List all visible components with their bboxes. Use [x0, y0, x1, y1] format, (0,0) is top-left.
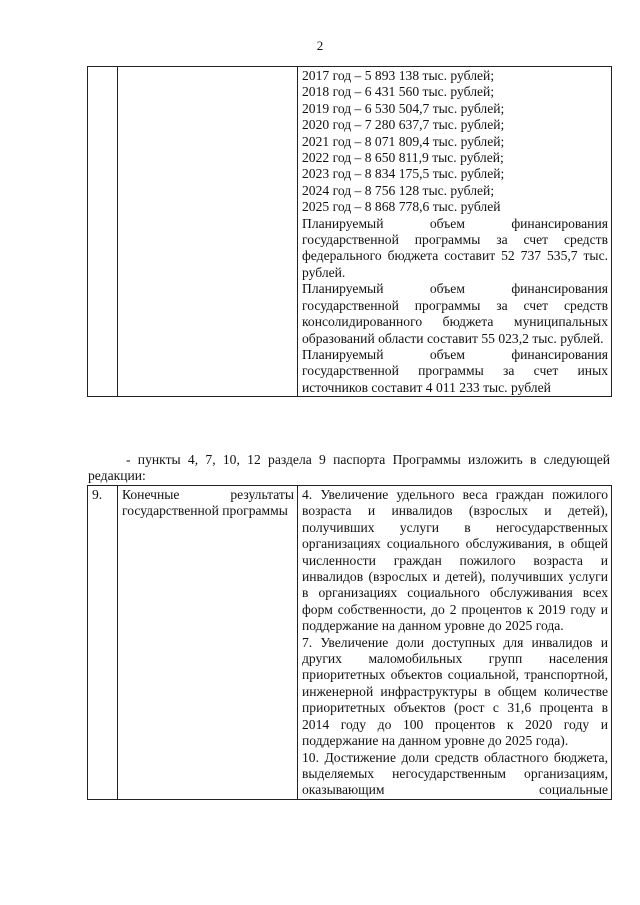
row-label: Конечные результаты государственной программы	[118, 486, 298, 800]
year-financing-line: 2025 год – 8 868 778,6 тыс. рублей	[302, 199, 501, 215]
year-financing-line: 2023 год – 8 834 175,5 тыс. рублей;	[302, 166, 505, 182]
yearly-financing-list	[302, 68, 608, 216]
results-table	[87, 485, 612, 800]
table-cell-empty	[118, 67, 298, 397]
results-cell	[298, 486, 612, 800]
financing-cell	[298, 67, 612, 397]
municipal-budget-text: Планируемый объем финансирования государственной программы за счет средств консолидированного бюджета муниципальных образований области составит 55 023,2 тыс. рублей.	[302, 281, 608, 346]
table-row	[88, 486, 612, 800]
year-financing-line: 2017 год – 5 893 138 тыс. рублей;	[302, 68, 495, 83]
row-number: 9.	[88, 486, 118, 800]
year-financing-line: 2021 год – 8 071 809,4 тыс. рублей;	[302, 133, 505, 149]
year-financing-line: 2024 год – 8 756 128 тыс. рублей;	[302, 182, 495, 198]
table-row	[88, 67, 612, 397]
table-cell-empty	[88, 67, 118, 397]
result-item-4: 4. Увеличение удельного веса граждан пожилого возраста и инвалидов (взрослых и детей), получивших услуги в негосударственных организациях социального обслуживания, в общей численности граждан пожилого возраста и инвалидов (взрослых и детей), получивших услуги в организациях социального обслуживания всех форм собственности, до 2 процентов к 2019 году и поддержание на данном уровне до 2025 года.	[302, 487, 608, 634]
year-financing-line: 2020 год – 7 280 637,7 тыс. рублей;	[302, 117, 505, 133]
federal-budget-text: Планируемый объем финансирования государственной программы за счет средств федерального бюджета составит 52 737 535,7 тыс. рублей.	[302, 215, 608, 280]
year-financing-line: 2018 год – 6 431 560 тыс. рублей;	[302, 84, 495, 100]
result-item-10: 10. Достижение доли средств областного бюджета, выделяемых негосударственным организациям, оказывающим социальные	[302, 749, 608, 798]
other-sources-text: Планируемый объем финансирования государственной программы за счет иных источников составит 4 011 233 тыс. рублей	[302, 346, 608, 395]
year-financing-line: 2019 год – 6 530 504,7 тыс. рублей;	[302, 100, 505, 116]
result-item-7: 7. Увеличение доли доступных для инвалидов и других маломобильных групп населения приоритетных объектов социальной, транспортной, инженерной инфраструктуры в общем количестве приоритетных объектов (рост с 31,6 процента в 2014 году до 100 процентов к 2020 году и поддержание на данном уровне до 2025 года).	[302, 634, 608, 749]
year-financing-line: 2022 год – 8 650 811,9 тыс. рублей;	[302, 150, 504, 166]
page-number: 2	[316, 38, 324, 53]
intro-paragraph: - пункты 4, 7, 10, 12 раздела 9 паспорта Программы изложить в следующей редакции:	[88, 452, 610, 483]
financing-table	[87, 66, 612, 397]
